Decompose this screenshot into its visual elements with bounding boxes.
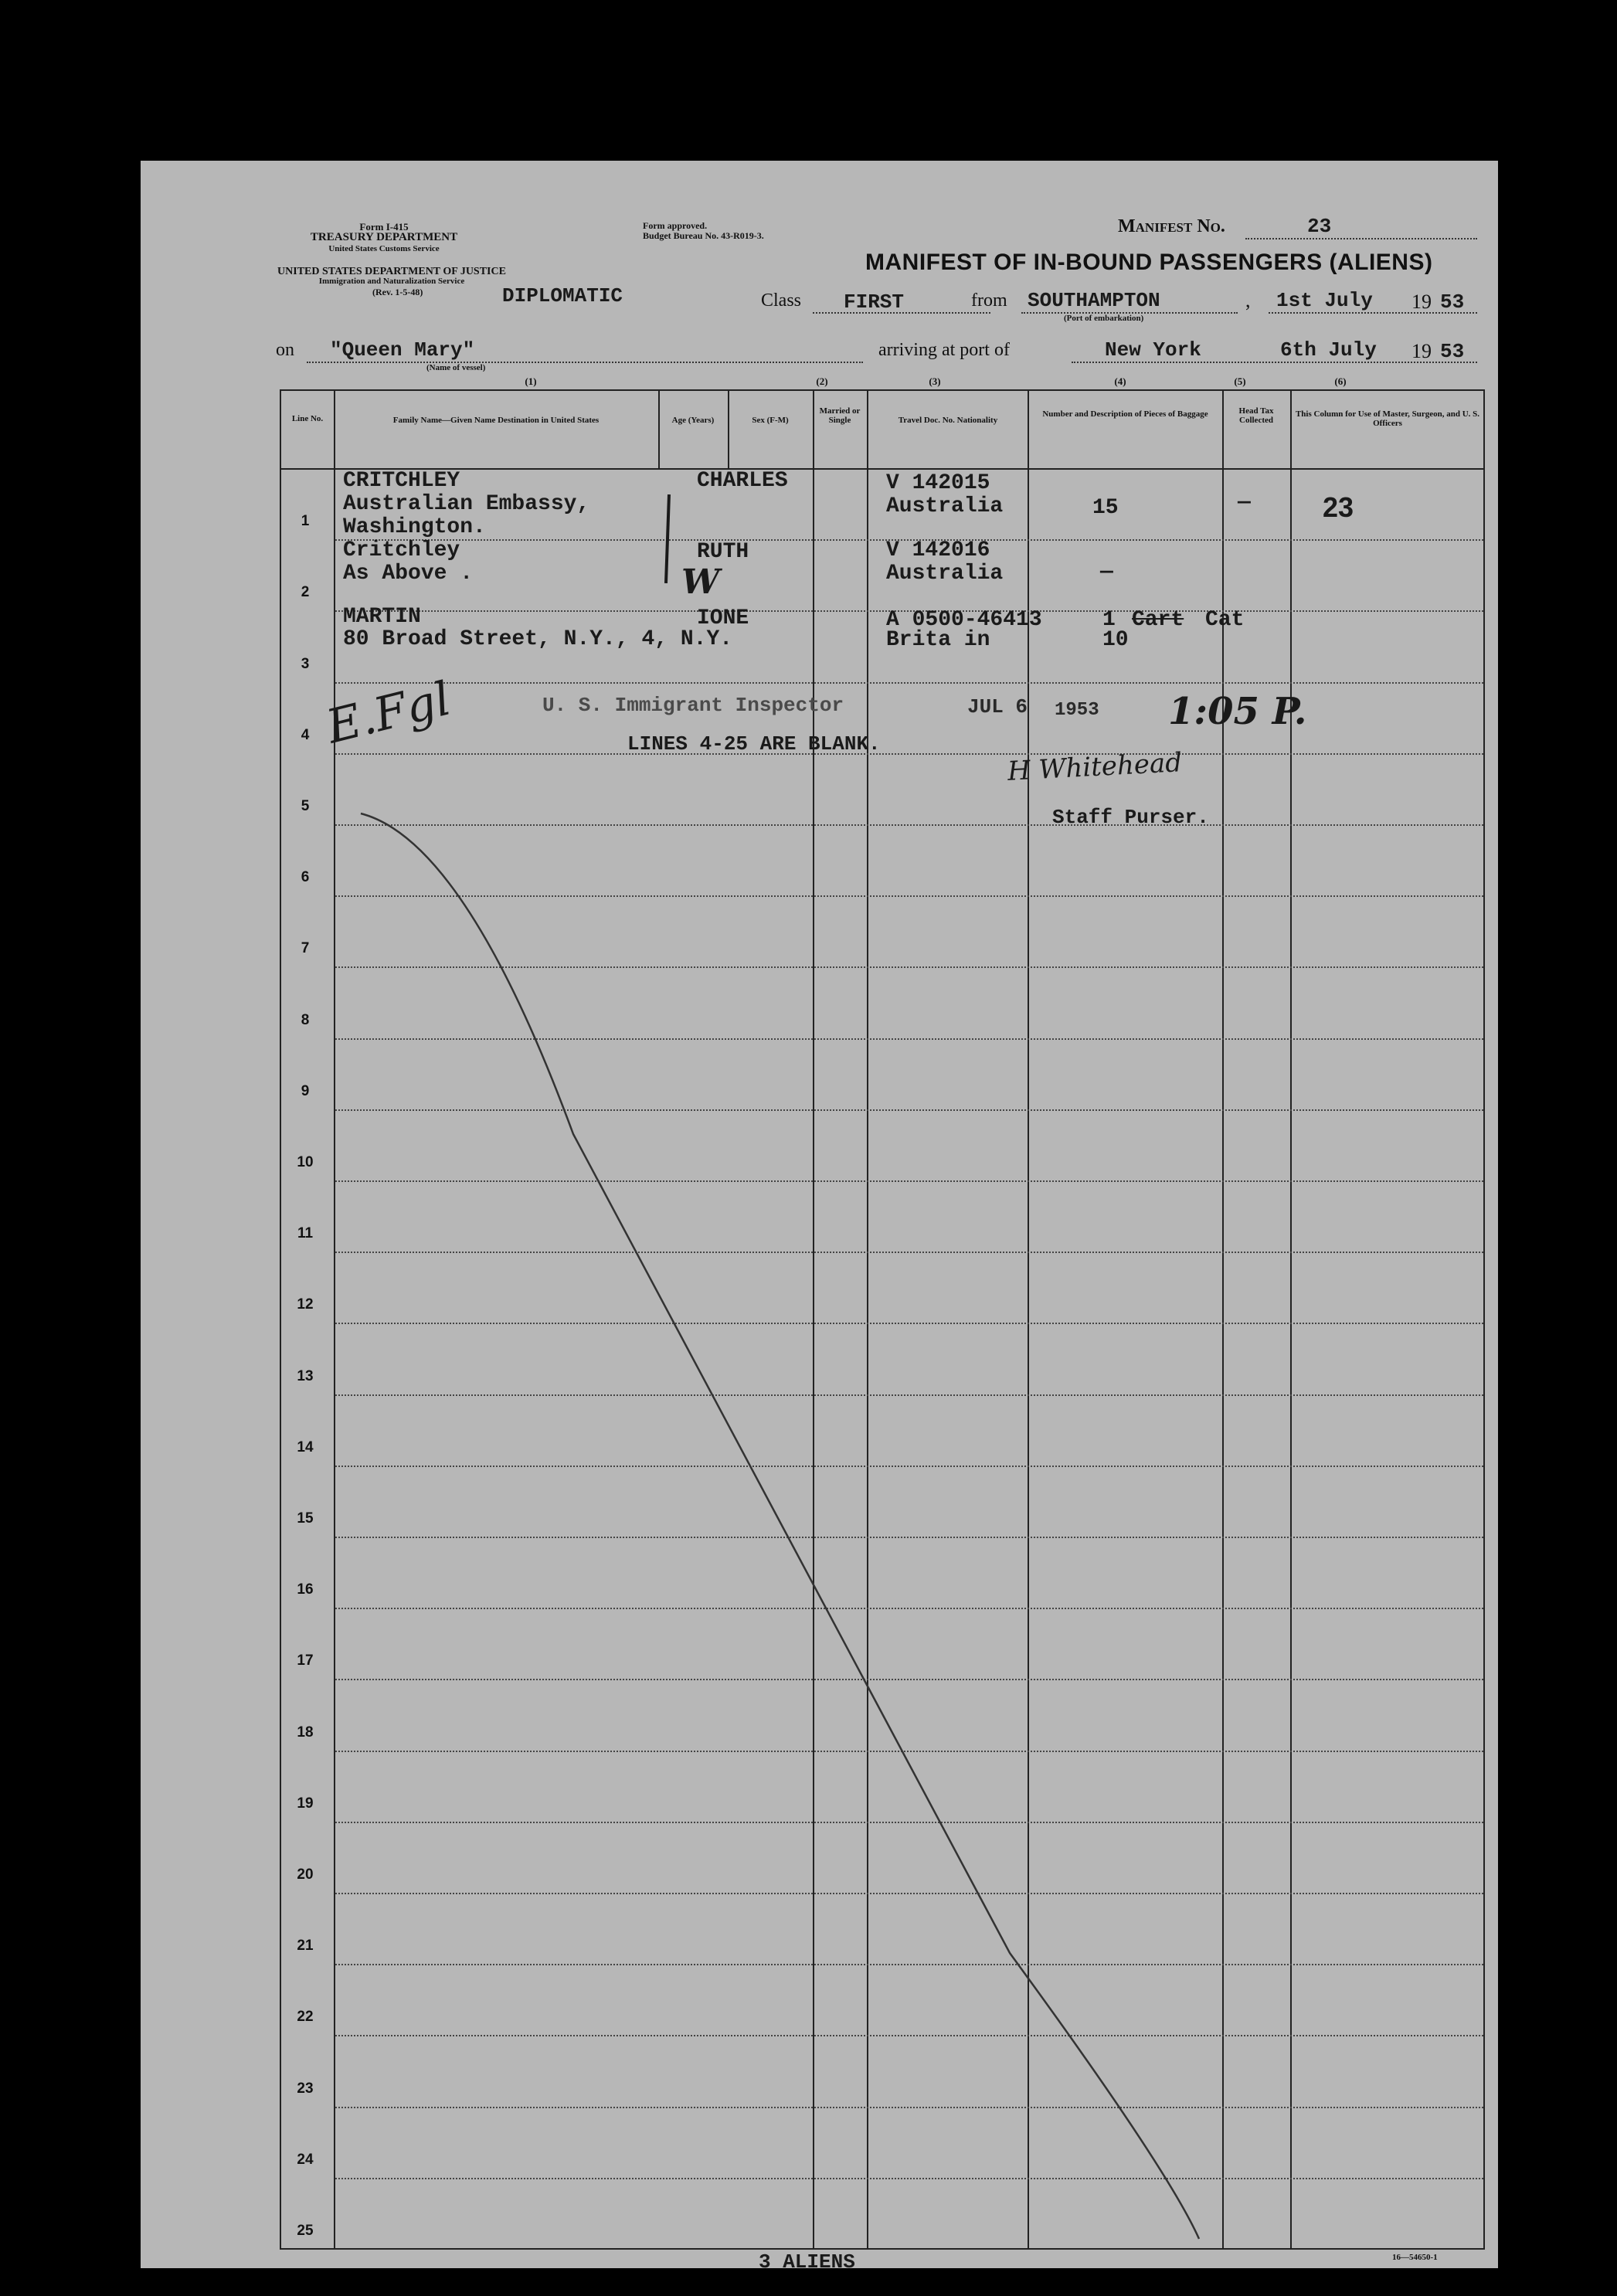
header-married: Married or Single <box>819 406 861 425</box>
footer-code: 16—54650-1 <box>1392 2253 1438 2262</box>
row-number: 18 <box>297 1724 314 1741</box>
arrival-year: 53 <box>1440 340 1465 363</box>
department-of-justice: UNITED STATES DEPARTMENT OF JUSTICE <box>277 266 506 277</box>
row-number: 10 <box>297 1154 314 1170</box>
header-line-no: Line No. <box>291 414 324 423</box>
row-number: 4 <box>301 726 310 743</box>
passenger-1-doc-no: V 142015 <box>886 471 990 495</box>
stamp-time: 1:05 P. <box>1168 690 1307 733</box>
form-number: Form I-415 <box>359 221 409 233</box>
passenger-3-family-name: MARTIN <box>343 605 421 629</box>
vessel-name: "Queen Mary" <box>330 338 475 362</box>
passenger-1-nationality: Australia <box>886 494 1004 518</box>
passenger-3-doc-no: A 0500-46413 <box>886 608 1042 632</box>
signer-title: Staff Purser. <box>1052 806 1209 829</box>
total-aliens: 3 ALIENS <box>759 2250 855 2274</box>
from-label: from <box>971 290 1007 311</box>
passenger-3-baggage: Cat <box>1205 608 1245 632</box>
passenger-2-doc-no: V 142016 <box>886 538 990 562</box>
row-number: 1 <box>301 513 310 530</box>
from-value: SOUTHAMPTON <box>1028 289 1160 312</box>
row-number: 16 <box>297 1581 314 1598</box>
treasury-department: TREASURY DEPARTMENT <box>310 231 458 243</box>
row-number: 2 <box>301 584 310 601</box>
row-number: 6 <box>301 869 310 886</box>
inspector-initials: E.Fgl <box>321 671 457 755</box>
passenger-1-family-name: CRITCHLEY <box>343 469 460 493</box>
row-number: 5 <box>301 798 310 814</box>
column-number: (4) <box>1114 375 1126 387</box>
row-number: 3 <box>301 655 310 672</box>
row-number: 22 <box>297 2009 314 2026</box>
departure-year: 53 <box>1440 290 1465 314</box>
vessel-note: (Name of vessel) <box>426 363 486 372</box>
row-number: 9 <box>301 1082 310 1099</box>
column-number: (3) <box>929 375 941 387</box>
on-label: on <box>276 340 294 360</box>
arrival-port: New York <box>1105 338 1201 362</box>
row-number: 23 <box>297 2080 314 2097</box>
manifest-title: MANIFEST OF IN-BOUND PASSENGERS (ALIENS) <box>865 250 1433 275</box>
stamp-year: 1953 <box>1055 700 1099 721</box>
port-embarkation-note: (Port of embarkation) <box>1064 314 1144 323</box>
column-number: (6) <box>1334 375 1347 387</box>
form-revision: (Rev. 1-5-48) <box>372 287 423 297</box>
passenger-3-baggage-struck: Cart <box>1132 608 1184 632</box>
lines-blank-note: LINES 4-25 ARE BLANK. <box>627 732 881 756</box>
row-number: 25 <box>297 2223 314 2239</box>
row-number: 15 <box>297 1510 314 1527</box>
row-number: 20 <box>297 1866 314 1883</box>
class-value: FIRST <box>844 290 905 314</box>
passenger-1-officer-column: 23 <box>1323 491 1354 523</box>
diplomatic-stamp: DIPLOMATIC <box>502 284 623 307</box>
passenger-1-given-name: CHARLES <box>697 469 788 493</box>
header-head-tax: Head Tax Collected <box>1238 406 1274 425</box>
budget-bureau: Budget Bureau No. 43-R019-3. <box>643 230 764 241</box>
stamp-date: JUL 6 <box>967 695 1028 718</box>
immigrant-inspector-stamp: U. S. Immigrant Inspector <box>542 694 844 717</box>
cancellation-line <box>141 161 1498 2268</box>
passenger-3-baggage: 10 <box>1102 628 1129 652</box>
row-number: 7 <box>301 940 310 957</box>
row-number: 19 <box>297 1795 314 1812</box>
header-travel-doc: Travel Doc. No. Nationality <box>898 416 998 425</box>
column-number: (2) <box>816 375 828 387</box>
passenger-3-destination: 80 Broad Street, N.Y., 4, N.Y. <box>343 627 733 651</box>
row-number: 13 <box>297 1367 314 1384</box>
comma: , <box>1245 289 1251 311</box>
header-officer-use: This Column for Use of Master, Surgeon, and U. S. Officers <box>1295 409 1480 428</box>
manifest-no-label: Manifest No. <box>1118 216 1225 236</box>
row-number: 8 <box>301 1011 310 1028</box>
customs-service: United States Customs Service <box>328 244 440 253</box>
column-number: (1) <box>525 375 537 387</box>
row-number: 12 <box>297 1296 314 1313</box>
passenger-1-head-tax: — <box>1238 491 1251 515</box>
row-number: 14 <box>297 1438 314 1455</box>
passenger-1-baggage: 15 <box>1092 496 1119 520</box>
arriving-label: arriving at port of <box>878 340 1010 360</box>
ins: Immigration and Naturalization Service <box>318 277 465 286</box>
manifest-no-value: 23 <box>1307 215 1332 238</box>
row-number: 11 <box>297 1225 314 1242</box>
passenger-2-nationality: Australia <box>886 562 1004 586</box>
passenger-2-sex-mark: W <box>681 562 720 602</box>
row-number: 17 <box>297 1652 314 1669</box>
column-number: (5) <box>1234 375 1246 387</box>
departure-year-prefix: 19 <box>1411 290 1432 313</box>
passenger-2-given-name: RUTH <box>697 540 749 564</box>
passenger-2-baggage: — <box>1100 560 1113 584</box>
purser-signature: H Whitehead <box>1007 747 1183 787</box>
row-number: 21 <box>297 1938 314 1955</box>
passenger-1-destination: Australian Embassy, <box>343 492 590 516</box>
departure-date: 1st July <box>1276 289 1373 312</box>
arrival-year-prefix: 19 <box>1411 340 1432 362</box>
passenger-3-nationality: Brita in <box>886 628 990 652</box>
row-number: 24 <box>297 2151 314 2168</box>
passenger-3-baggage: 1 <box>1102 608 1116 632</box>
arrival-date: 6th July <box>1280 338 1377 362</box>
passenger-2-destination: As Above . <box>343 562 474 586</box>
passenger-3-given-name: IONE <box>697 606 749 630</box>
manifest-page <box>141 161 1498 2274</box>
form-approved: Form approved. <box>643 220 708 231</box>
header-age: Age (Years) <box>671 416 715 425</box>
passenger-1-destination: Washington. <box>343 515 486 539</box>
header-baggage: Number and Description of Pieces of Baggage <box>1042 409 1208 419</box>
header-sex: Sex (F-M) <box>752 416 789 425</box>
passenger-2-family-name: Critchley <box>343 538 460 562</box>
header-name-destination: Family Name—Given Name Destination in United States <box>392 416 600 425</box>
class-label: Class <box>761 290 802 311</box>
